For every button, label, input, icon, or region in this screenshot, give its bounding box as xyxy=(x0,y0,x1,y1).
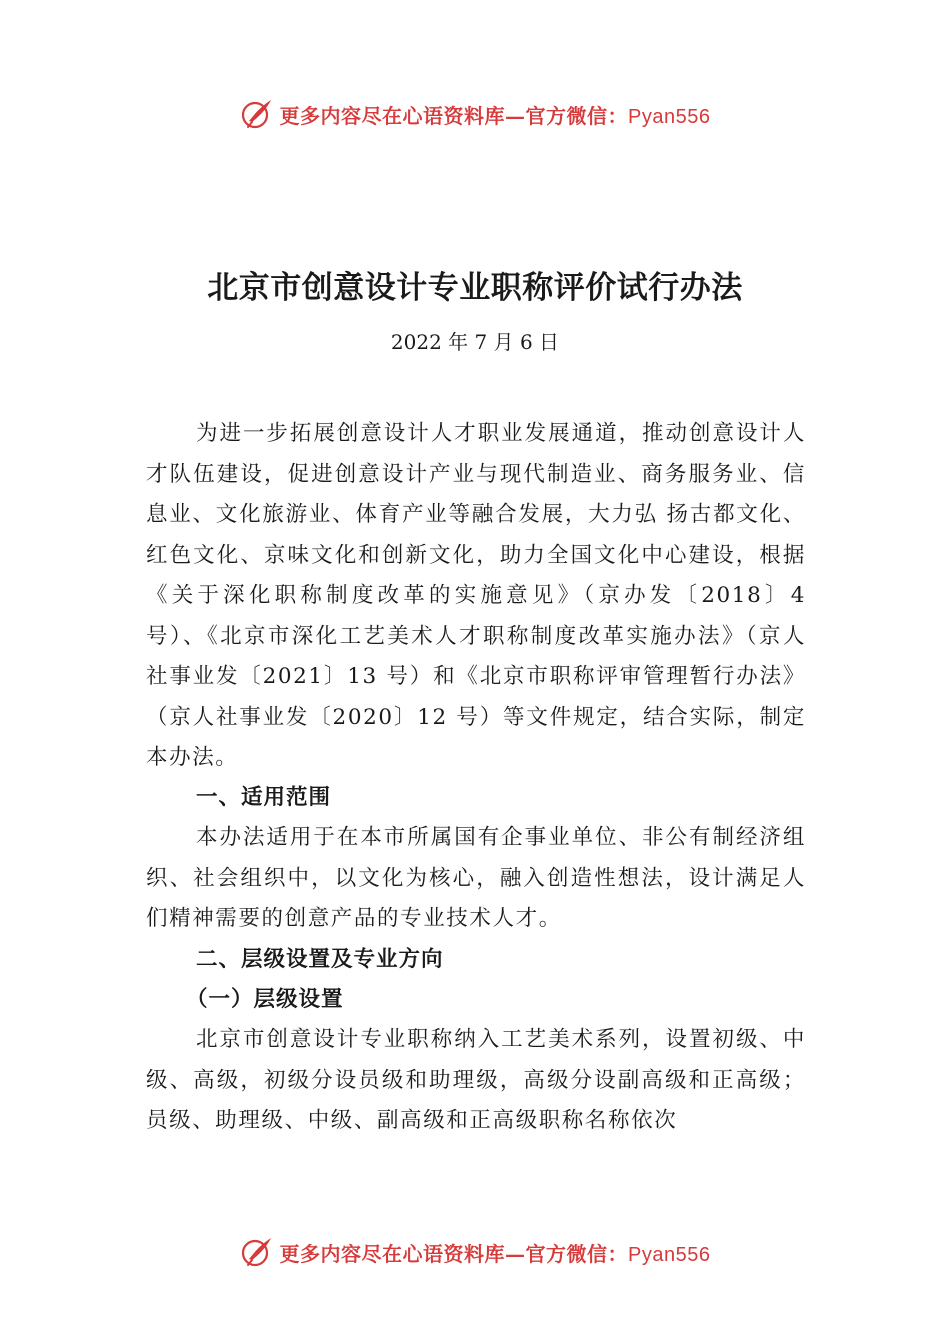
watermark-footer xyxy=(0,1232,950,1272)
intro-paragraph: 为进一步拓展创意设计人才职业发展通道，推动创意设计人才队伍建设，促进创意设计产业与现代制造业、商务服务业、信息业、文化旅游业、体育产业等融合发展，大力弘 扬古都文化、红色文化、京味文化和创新文化，助力全国文化中心建设，根据《关于深化职称制度改革的实施意见》（京办发〔2018〕4 号）、《北京市深化工艺美术人才职称制度改革实施办法》（京人社事业发〔2021〕13 号）和《北京市职称评审管理暂行办法》（京人社事业发〔2020〕12 号）等文件规定，结合实际，制定本办法。 xyxy=(146,421,806,770)
document-date: 2022 年 7 月 6 日 xyxy=(390,330,560,354)
section-2-paragraph: 北京市创意设计专业职称纳入工艺美术系列，设置初级、中级、高级，初级分设员级和助理级，高级分设副高级和正高级；员级、助理级、中级、副高级和正高级职称名称依次 xyxy=(146,1027,806,1133)
watermark-text: 更多内容尽在心语资料库—官方微信：Pyan556 xyxy=(279,103,711,128)
section-1-paragraph: 本办法适用于在本市所属国有企事业单位、非公有制经济组织、社会组织中，以文化为核心，融入创造性想法，设计满足人们精神需要的创意产品的专业技术人才。 xyxy=(146,825,806,931)
watermark-header xyxy=(0,94,950,134)
document-title: 北京市创意设计专业职称评价试行办法 xyxy=(207,270,743,306)
section-2-heading: 二、层级设置及专业方向 xyxy=(196,947,444,972)
section-2-sub-heading: （一）层级设置 xyxy=(186,987,344,1012)
watermark-text: 更多内容尽在心语资料库—官方微信：Pyan556 xyxy=(279,1241,711,1266)
quill-logo-icon xyxy=(240,97,274,131)
quill-logo-icon xyxy=(240,1235,274,1269)
section-1-heading: 一、适用范围 xyxy=(196,785,332,810)
